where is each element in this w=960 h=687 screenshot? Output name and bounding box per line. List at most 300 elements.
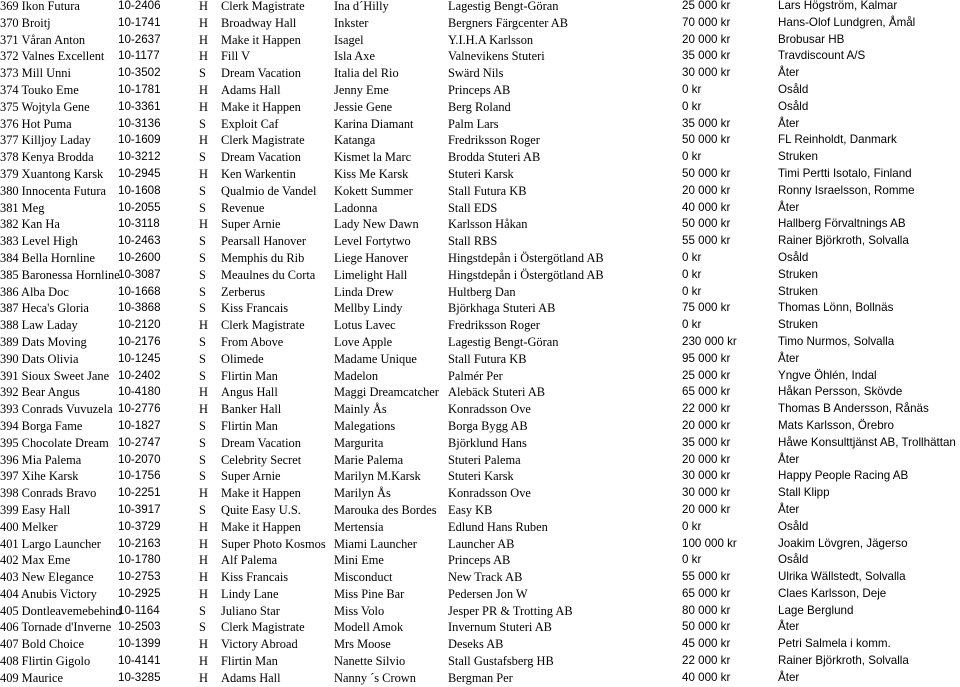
table-row xyxy=(0,200,960,217)
dam-cell: Madelon xyxy=(334,368,379,383)
buyer-note-cell: Åter xyxy=(778,351,800,365)
sex-cell: H xyxy=(199,654,208,669)
buyer-note-cell: Åter xyxy=(778,670,800,684)
entry-cell: 403 New Elegance xyxy=(0,570,94,585)
price-cell: 0 kr xyxy=(682,99,702,113)
sire-cell: Banker Hall xyxy=(221,402,282,417)
buyer-note-cell: Åter xyxy=(778,620,800,634)
seller-cell: Jesper PR & Trotting AB xyxy=(448,603,573,618)
price-cell: 22 000 kr xyxy=(682,654,731,668)
sex-cell: S xyxy=(199,284,206,299)
dam-cell: Miss Volo xyxy=(334,603,385,618)
sire-cell: Adams Hall xyxy=(221,82,281,97)
registration-cell: 10-2163 xyxy=(118,536,161,550)
price-cell: 0 kr xyxy=(682,318,702,332)
sire-cell: Dream Vacation xyxy=(221,150,301,165)
sex-cell: H xyxy=(199,670,208,685)
table-row xyxy=(0,452,960,469)
buyer-note-cell: Struken xyxy=(778,267,818,281)
registration-cell: 10-3118 xyxy=(118,217,160,231)
buyer-note-cell: Struken xyxy=(778,150,818,164)
entry-cell: 394 Borga Fame xyxy=(0,418,83,433)
sex-cell: H xyxy=(199,637,208,652)
entry-cell: 375 Wojtyla Gene xyxy=(0,99,90,114)
table-row xyxy=(0,334,960,351)
registration-cell: 10-2776 xyxy=(118,402,161,416)
sex-cell: S xyxy=(199,183,206,198)
registration-cell: 10-4180 xyxy=(118,385,161,399)
sex-cell: S xyxy=(199,418,206,433)
sire-cell: Quite Easy U.S. xyxy=(221,502,301,517)
sire-cell: Super Arnie xyxy=(221,469,281,484)
table-row xyxy=(0,485,960,502)
buyer-note-cell: Yngve Öhlén, Indal xyxy=(778,368,877,382)
price-cell: 22 000 kr xyxy=(682,402,731,416)
seller-cell: Launcher AB xyxy=(448,536,515,551)
price-cell: 20 000 kr xyxy=(682,418,731,432)
sire-cell: Victory Abroad xyxy=(221,637,298,652)
buyer-note-cell: Osåld xyxy=(778,99,809,113)
seller-cell: Stuteri Karsk xyxy=(448,166,514,181)
dam-cell: Love Apple xyxy=(334,334,393,349)
sire-cell: Celebrity Secret xyxy=(221,452,302,467)
sire-cell: Flirtin Man xyxy=(221,654,278,669)
entry-cell: 401 Largo Launcher xyxy=(0,536,101,551)
registration-cell: 10-1668 xyxy=(118,284,161,298)
table-row xyxy=(0,619,960,636)
entry-cell: 400 Melker xyxy=(0,519,58,534)
buyer-note-cell: Osåld xyxy=(778,82,809,96)
entry-cell: 369 Ikon Futura xyxy=(0,0,80,13)
buyer-note-cell: Åter xyxy=(778,200,800,214)
seller-cell: Bergners Färgcenter AB xyxy=(448,15,568,30)
price-cell: 55 000 kr xyxy=(682,234,731,248)
sex-cell: S xyxy=(199,334,206,349)
table-row xyxy=(0,435,960,452)
dam-cell: Mertensia xyxy=(334,519,384,534)
dam-cell: Misconduct xyxy=(334,570,393,585)
seller-cell: Bergman Per xyxy=(448,670,513,685)
table-row xyxy=(0,149,960,166)
table-row xyxy=(0,166,960,183)
sex-cell: H xyxy=(199,82,208,97)
sex-cell: H xyxy=(199,486,208,501)
sex-cell: S xyxy=(199,620,206,635)
table-row xyxy=(0,216,960,233)
sex-cell: H xyxy=(199,166,208,181)
sire-cell: Kiss Francais xyxy=(221,570,289,585)
sex-cell: S xyxy=(199,502,206,517)
entry-cell: 372 Valnes Excellent xyxy=(0,49,105,64)
price-cell: 50 000 kr xyxy=(682,217,731,231)
sex-cell: S xyxy=(199,368,206,383)
price-cell: 0 kr xyxy=(682,553,702,567)
price-cell: 0 kr xyxy=(682,267,702,281)
registration-cell: 10-1177 xyxy=(118,49,160,63)
price-cell: 70 000 kr xyxy=(682,15,731,29)
buyer-note-cell: Ulrika Wällstedt, Solvalla xyxy=(778,570,906,584)
seller-cell: Deseks AB xyxy=(448,637,504,652)
buyer-note-cell: Mats Karlsson, Örebro xyxy=(778,418,894,432)
buyer-note-cell: Håwe Konsulttjänst AB, Trollhättan xyxy=(778,435,956,449)
table-row xyxy=(0,636,960,653)
entry-cell: 388 Law Laday xyxy=(0,318,78,333)
entry-cell: 407 Bold Choice xyxy=(0,637,84,652)
table-row xyxy=(0,468,960,485)
seller-cell: Stall Futura KB xyxy=(448,183,527,198)
entry-cell: 382 Kan Ha xyxy=(0,217,60,232)
sire-cell: Make it Happen xyxy=(221,486,301,501)
entry-cell: 395 Chocolate Dream xyxy=(0,435,109,450)
table-row xyxy=(0,116,960,133)
entry-cell: 381 Meg xyxy=(0,200,45,215)
registration-cell: 10-2600 xyxy=(118,250,161,264)
table-row xyxy=(0,384,960,401)
dam-cell: Miss Pine Bar xyxy=(334,586,405,601)
seller-cell: Palmér Per xyxy=(448,368,503,383)
sire-cell: Kiss Francais xyxy=(221,301,289,316)
price-cell: 75 000 kr xyxy=(682,301,731,315)
seller-cell: Stall RBS xyxy=(448,234,498,249)
table-row xyxy=(0,368,960,385)
buyer-note-cell: Struken xyxy=(778,318,818,332)
price-cell: 0 kr xyxy=(682,150,702,164)
seller-cell: Stuteri Karsk xyxy=(448,469,514,484)
dam-cell: Nanette Silvio xyxy=(334,654,406,669)
seller-cell: Hultberg Dan xyxy=(448,284,516,299)
seller-cell: Konradsson Ove xyxy=(448,486,531,501)
sire-cell: Lindy Lane xyxy=(221,586,279,601)
price-cell: 50 000 kr xyxy=(682,133,731,147)
buyer-note-cell: Håkan Persson, Skövde xyxy=(778,385,903,399)
dam-cell: Isla Axe xyxy=(334,49,375,64)
table-row xyxy=(0,653,960,670)
sex-cell: S xyxy=(199,351,206,366)
sire-cell: Make it Happen xyxy=(221,32,301,47)
sex-cell: S xyxy=(199,435,206,450)
registration-cell: 10-3729 xyxy=(118,519,161,533)
price-cell: 65 000 kr xyxy=(682,385,731,399)
registration-cell: 10-3361 xyxy=(118,99,161,113)
registration-cell: 10-3087 xyxy=(118,267,161,281)
buyer-note-cell: Travdiscount A/S xyxy=(778,49,866,63)
price-cell: 40 000 kr xyxy=(682,200,731,214)
entry-cell: 379 Xuantong Karsk xyxy=(0,166,104,181)
table-row xyxy=(0,183,960,200)
seller-cell: Valnevikens Stuteri xyxy=(448,49,545,64)
seller-cell: Princeps AB xyxy=(448,553,511,568)
registration-cell: 10-2251 xyxy=(118,486,161,500)
sex-cell: H xyxy=(199,385,208,400)
table-row xyxy=(0,519,960,536)
registration-cell: 10-2747 xyxy=(118,435,161,449)
sex-cell: H xyxy=(199,217,208,232)
dam-cell: Modell Amok xyxy=(334,620,404,635)
sire-cell: Memphis du Rib xyxy=(221,250,305,265)
price-cell: 50 000 kr xyxy=(682,166,731,180)
buyer-note-cell: Osåld xyxy=(778,519,809,533)
table-row xyxy=(0,132,960,149)
price-cell: 230 000 kr xyxy=(682,334,737,348)
sex-cell: H xyxy=(199,570,208,585)
buyer-note-cell: Petri Salmela i komm. xyxy=(778,637,891,651)
buyer-note-cell: Claes Karlsson, Deje xyxy=(778,586,887,600)
sex-cell: H xyxy=(199,99,208,114)
seller-cell: Fredriksson Roger xyxy=(448,133,540,148)
registration-cell: 10-2503 xyxy=(118,620,161,634)
dam-cell: Marie Palema xyxy=(334,452,404,467)
seller-cell: Alebäck Stuteri AB xyxy=(448,385,546,400)
table-row xyxy=(0,536,960,553)
seller-cell: Easy KB xyxy=(448,502,493,517)
sex-cell: S xyxy=(199,301,206,316)
buyer-note-cell: Hans-Olof Lundgren, Åmål xyxy=(778,15,916,29)
sex-cell: S xyxy=(199,200,206,215)
entry-cell: 385 Baronessa Hornline xyxy=(0,267,120,282)
sire-cell: Meaulnes du Corta xyxy=(221,267,316,282)
registration-cell: 10-3136 xyxy=(118,116,161,130)
seller-cell: Stuteri Palema xyxy=(448,452,521,467)
buyer-note-cell: Åter xyxy=(778,452,800,466)
table-row xyxy=(0,603,960,620)
buyer-note-cell: Ronny Israelsson, Romme xyxy=(778,183,915,197)
table-row xyxy=(0,48,960,65)
registration-cell: 10-2463 xyxy=(118,234,161,248)
entry-cell: 404 Anubis Victory xyxy=(0,586,97,601)
seller-cell: Björklund Hans xyxy=(448,435,527,450)
table-row xyxy=(0,267,960,284)
seller-cell: Fredriksson Roger xyxy=(448,318,540,333)
dam-cell: Mini Eme xyxy=(334,553,384,568)
registration-cell: 10-2402 xyxy=(118,368,161,382)
seller-cell: Edlund Hans Ruben xyxy=(448,519,548,534)
entry-cell: 406 Tornade d'Inverne xyxy=(0,620,112,635)
price-cell: 25 000 kr xyxy=(682,0,731,12)
dam-cell: Miami Launcher xyxy=(334,536,417,551)
entry-cell: 371 Våran Anton xyxy=(0,32,86,47)
entry-cell: 376 Hot Puma xyxy=(0,116,72,131)
table-row xyxy=(0,670,960,687)
table-row xyxy=(0,82,960,99)
entry-cell: 383 Level High xyxy=(0,234,78,249)
buyer-note-cell: Thomas Lönn, Bollnäs xyxy=(778,301,894,315)
dam-cell: Karina Diamant xyxy=(334,116,414,131)
registration-cell: 10-2753 xyxy=(118,570,161,584)
table-row xyxy=(0,300,960,317)
sex-cell: H xyxy=(199,133,208,148)
table-row xyxy=(0,401,960,418)
registration-cell: 10-2176 xyxy=(118,334,161,348)
registration-cell: 10-1781 xyxy=(118,82,161,96)
sex-cell: S xyxy=(199,66,206,81)
dam-cell: Limelight Hall xyxy=(334,267,408,282)
sex-cell: H xyxy=(199,519,208,534)
sire-cell: Alf Palema xyxy=(221,553,278,568)
price-cell: 30 000 kr xyxy=(682,469,731,483)
table-row xyxy=(0,317,960,334)
buyer-note-cell: Happy People Racing AB xyxy=(778,469,909,483)
table-row xyxy=(0,15,960,32)
table-row xyxy=(0,351,960,368)
registration-cell: 10-2406 xyxy=(118,0,161,12)
registration-cell: 10-3868 xyxy=(118,301,161,315)
registration-cell: 10-1741 xyxy=(118,15,161,29)
sire-cell: Dream Vacation xyxy=(221,435,301,450)
table-row xyxy=(0,99,960,116)
dam-cell: Linda Drew xyxy=(334,284,394,299)
seller-cell: Hingstdepån i Östergötland AB xyxy=(448,250,604,265)
registration-cell: 10-2070 xyxy=(118,452,161,466)
dam-cell: Nanny ´s Crown xyxy=(334,670,416,685)
entry-cell: 389 Dats Moving xyxy=(0,334,87,349)
seller-cell: Lagestig Bengt-Göran xyxy=(448,334,559,349)
buyer-note-cell: Brobusar HB xyxy=(778,32,845,46)
buyer-note-cell: Åter xyxy=(778,502,800,516)
sex-cell: S xyxy=(199,452,206,467)
price-cell: 20 000 kr xyxy=(682,452,731,466)
entry-cell: 396 Mia Palema xyxy=(0,452,82,467)
dam-cell: Ladonna xyxy=(334,200,378,215)
registration-cell: 10-1780 xyxy=(118,553,161,567)
sex-cell: S xyxy=(199,150,206,165)
seller-cell: Konradsson Ove xyxy=(448,402,531,417)
buyer-note-cell: Stall Klipp xyxy=(778,486,830,500)
price-cell: 95 000 kr xyxy=(682,351,731,365)
seller-cell: Invernum Stuteri AB xyxy=(448,620,552,635)
registration-cell: 10-3917 xyxy=(118,502,161,516)
seller-cell: Hingstdepån i Östergötland AB xyxy=(448,267,604,282)
sire-cell: Flirtin Man xyxy=(221,418,278,433)
price-cell: 0 kr xyxy=(682,250,702,264)
sex-cell: S xyxy=(199,116,206,131)
sex-cell: H xyxy=(199,49,208,64)
seller-cell: Stall EDS xyxy=(448,200,498,215)
dam-cell: Kokett Summer xyxy=(334,183,413,198)
sex-cell: H xyxy=(199,15,208,30)
entry-cell: 408 Flirtin Gigolo xyxy=(0,654,91,669)
entry-cell: 386 Alba Doc xyxy=(0,284,69,299)
sex-cell: H xyxy=(199,402,208,417)
buyer-note-cell: Thomas B Andersson, Rånäs xyxy=(778,402,929,416)
dam-cell: Italia del Rio xyxy=(334,66,399,81)
dam-cell: Jessie Gene xyxy=(334,99,393,114)
sire-cell: Clerk Magistrate xyxy=(221,133,305,148)
entry-cell: 387 Heca's Gloria xyxy=(0,301,89,316)
seller-cell: Y.I.H.A Karlsson xyxy=(448,32,534,47)
seller-cell: Stall Gustafsberg HB xyxy=(448,654,554,669)
price-cell: 80 000 kr xyxy=(682,603,731,617)
entry-cell: 393 Conrads Vuvuzela xyxy=(0,402,113,417)
sire-cell: Broadway Hall xyxy=(221,15,297,30)
dam-cell: Inkster xyxy=(334,15,369,30)
sire-cell: Qualmio de Vandel xyxy=(221,183,317,198)
sire-cell: Clerk Magistrate xyxy=(221,318,305,333)
dam-cell: Lotus Lavec xyxy=(334,318,396,333)
entry-cell: 378 Kenya Brodda xyxy=(0,150,94,165)
entry-cell: 390 Dats Olivia xyxy=(0,351,79,366)
sire-cell: Fill V xyxy=(221,49,251,64)
sire-cell: Make it Happen xyxy=(221,99,301,114)
table-row xyxy=(0,418,960,435)
buyer-note-cell: Åter xyxy=(778,116,800,130)
seller-cell: Björkhaga Stuteri AB xyxy=(448,301,556,316)
registration-cell: 10-1756 xyxy=(118,469,161,483)
registration-cell: 10-2637 xyxy=(118,32,161,46)
entry-cell: 405 Dontleavemebehind xyxy=(0,603,122,618)
table-row xyxy=(0,65,960,82)
seller-cell: Palm Lars xyxy=(448,116,499,131)
sire-cell: Super Photo Kosmos xyxy=(221,536,326,551)
registration-cell: 10-2945 xyxy=(118,166,161,180)
entry-cell: 409 Maurice xyxy=(0,670,63,685)
table-row xyxy=(0,502,960,519)
sire-cell: Make it Happen xyxy=(221,519,301,534)
sire-cell: Flirtin Man xyxy=(221,368,278,383)
registration-cell: 10-2925 xyxy=(118,586,161,600)
buyer-note-cell: Osåld xyxy=(778,553,809,567)
dam-cell: Marilyn M.Karsk xyxy=(334,469,421,484)
registration-cell: 10-1608 xyxy=(118,183,161,197)
registration-cell: 10-1609 xyxy=(118,133,161,147)
price-cell: 30 000 kr xyxy=(682,66,731,80)
buyer-note-cell: FL Reinholdt, Danmark xyxy=(778,133,897,147)
dam-cell: Kismet la Marc xyxy=(334,150,412,165)
sex-cell: H xyxy=(199,586,208,601)
price-cell: 55 000 kr xyxy=(682,570,731,584)
entry-cell: 373 Mill Unni xyxy=(0,66,71,81)
buyer-note-cell: Timo Nurmos, Solvalla xyxy=(778,334,895,348)
entry-cell: 397 Xihe Karsk xyxy=(0,469,79,484)
buyer-note-cell: Struken xyxy=(778,284,818,298)
price-cell: 0 kr xyxy=(682,284,702,298)
entry-cell: 402 Max Eme xyxy=(0,553,71,568)
price-cell: 35 000 kr xyxy=(682,435,731,449)
price-cell: 20 000 kr xyxy=(682,502,731,516)
sire-cell: Olimede xyxy=(221,351,264,366)
sire-cell: Super Arnie xyxy=(221,217,281,232)
dam-cell: Level Fortytwo xyxy=(334,234,411,249)
dam-cell: Margurita xyxy=(334,435,384,450)
sire-cell: Ken Warkentin xyxy=(221,166,296,181)
seller-cell: Princeps AB xyxy=(448,82,511,97)
seller-cell: Borga Bygg AB xyxy=(448,418,528,433)
sire-cell: Dream Vacation xyxy=(221,66,301,81)
price-cell: 25 000 kr xyxy=(682,368,731,382)
sire-cell: Exploit Caf xyxy=(221,116,279,131)
sire-cell: Zerberus xyxy=(221,284,266,299)
table-row xyxy=(0,233,960,250)
dam-cell: Katanga xyxy=(334,133,376,148)
sex-cell: S xyxy=(199,603,206,618)
entry-cell: 380 Innocenta Futura xyxy=(0,183,106,198)
dam-cell: Mainly Ås xyxy=(334,402,387,417)
dam-cell: Isagel xyxy=(334,32,364,47)
table-row xyxy=(0,32,960,49)
sire-cell: Juliano Star xyxy=(221,603,280,618)
dam-cell: Maggi Dreamcatcher xyxy=(334,385,439,400)
table-row xyxy=(0,569,960,586)
registration-cell: 10-2055 xyxy=(118,200,161,214)
entry-cell: 392 Bear Angus xyxy=(0,385,80,400)
seller-cell: Berg Roland xyxy=(448,99,511,114)
seller-cell: Pedersen Jon W xyxy=(448,586,528,601)
dam-cell: Mrs Moose xyxy=(334,637,391,652)
seller-cell: Swärd Nils xyxy=(448,66,504,81)
registration-cell: 10-3212 xyxy=(118,150,161,164)
table-row xyxy=(0,0,960,15)
sex-cell: H xyxy=(199,32,208,47)
sire-cell: From Above xyxy=(221,334,284,349)
